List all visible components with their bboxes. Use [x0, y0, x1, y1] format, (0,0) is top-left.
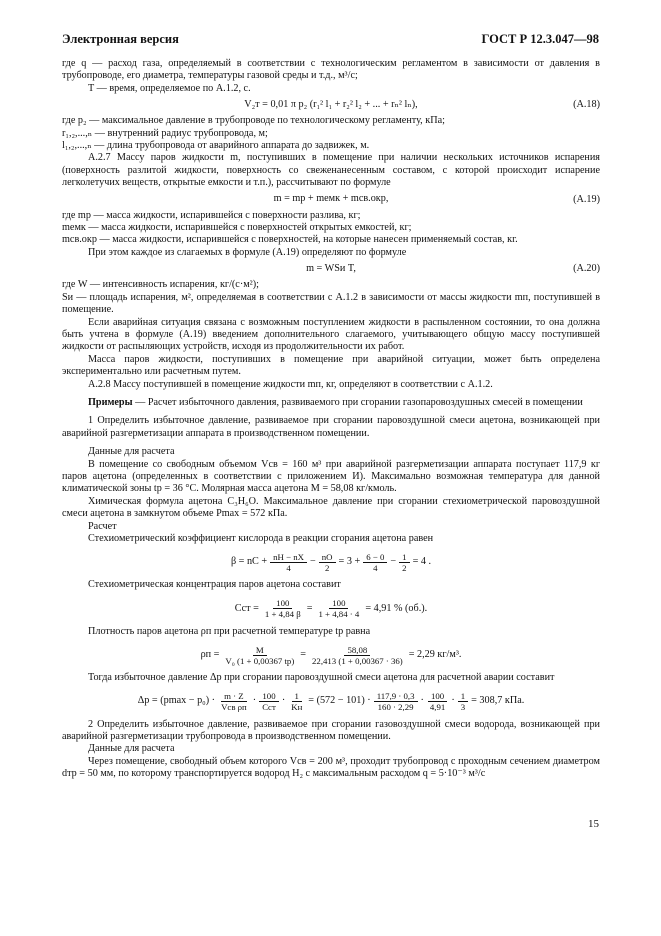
- example2-data: Через помещение, свободный объем которого Vсв = 200 м³, проходит трубопровод с проходным сечением диаметром dтр = 50 мм, по которому транспортируется водород H₂ с максимальным расходом q = 5·10⁻³ м³/с: [62, 755, 600, 780]
- example1-data-heading: Данные для расчета: [88, 446, 175, 458]
- header-left: Электронная версия: [62, 32, 179, 46]
- example1-data: В помещение со свободным объемом Vсв = 160 м³ при аварийной разгерметизации аппарата поступает 117,9 кг паров ацетона (определенных в соответствии с приложением И). Максимально возможная температура для данной климатической зоны tр = 36 °С. Молярная масса ацетона M = 58,08 кг/кмоль.: [62, 458, 600, 495]
- def-memk: mемк — масса жидкости, испарившейся с поверхностей открытых емкостей, кг;: [62, 222, 412, 234]
- formula-a20-number: (А.20): [573, 263, 600, 275]
- dp-intro: Тогда избыточное давление Δp при сгорании паровоздушной смеси ацетона для расчетной аварии составит: [88, 672, 555, 684]
- formula-a18-body: V₂т = 0,01 π p₂ (r₁² l₁ + r₂² l₂ + ... + rₙ² lₙ),: [244, 99, 418, 111]
- beta-intro: Стехиометрический коэффициент кислорода в реакции сгорания ацетона равен: [88, 533, 434, 544]
- formula-density: ρп = $\frac{M}{\text{V₀ (1 + 0,00367 tр)}}$ = $\frac{58,08}{22,413 (1 + 0,00367 \cdot 36)}$ = 2,29 кг/м³.: [200, 644, 462, 666]
- calc-heading: Расчет: [88, 520, 117, 532]
- def-s: Sи — площадь испарения, м², определяемая в соответствии с А.1.2 в зависимости от массы жидкости mп, поступившей в помещение.: [62, 291, 600, 316]
- def-p2: где p₂ — максимальное давление в трубопроводе по технологическому регламенту, кПа;: [62, 115, 445, 127]
- para-each-term: При этом каждое из слагаемых в формуле (А.19) определяют по формуле: [88, 246, 407, 258]
- formula-a19-body: m = mр + mемк + mсв.окр,: [273, 193, 389, 205]
- formula-cst: Cст = $\frac{100}{1 + 4,84 \beta}$ = $\frac{100}{1 + 4,84 \cdot 4}$ = 4,91 % (об.).: [234, 598, 428, 620]
- header-right: ГОСТ Р 12.3.047—98: [481, 32, 599, 46]
- para-experimental: Масса паров жидкости, поступивших в помещение при аварийной ситуации, может быть определена экспериментально или расчетным путем.: [62, 353, 600, 378]
- para-a27: А.2.7 Массу паров жидкости m, поступивших в помещение при наличии нескольких источников испарения (поверхность разлитой жидкости, поверхность со свеженанесенным составом, с которой происходит испарение легколетучих веществ, открытые емкости и т.п.), рассчитывают по формуле: [62, 152, 600, 189]
- formula-a20-body: m = WSи T,: [306, 263, 356, 275]
- page-number: 15: [588, 818, 599, 830]
- examples-label: Примеры: [88, 396, 133, 408]
- cst-intro: Стехиометрическая концентрация паров ацетона составит: [88, 579, 341, 591]
- para-aerosol: Если аварийная ситуация связана с возможным поступлением жидкости в распыленном состоянии, то она должна быть учтена в формуле (А.19) введением дополнительного слагаемого, учитывающего общую массу поступившей жидкости от распыляющих устройств, исходя из продолжительности их работ.: [62, 316, 600, 353]
- formula-dp: Δp = (pmax − p₀) · $\frac{m \cdot Z}{\text{Vсв ρп}}$ · $\frac{100}{\text{Cст}}$ · $\frac{1}{Kн}$ = (572 − 101) · $\frac{117,9 \cdot 0,3}{160 \cdot 2,29}$ · $\frac{100}{4,91}$ · $\frac{1}{3}$ = 308,7 кПа.: [137, 691, 525, 713]
- examples-heading: [62, 397, 600, 409]
- def-mp: где mр — масса жидкости, испарившейся с поверхности разлива, кг;: [62, 209, 361, 221]
- def-l: l₁,₂,...,ₙ — длина трубопровода от аварийного аппарата до задвижек, м.: [62, 140, 370, 152]
- formula-a19-number: (А.19): [573, 193, 600, 205]
- formula-a19: [62, 192, 600, 208]
- examples-title: — Расчет избыточного давления, развиваемого при сгорании газопаровоздушных смесей в помещении: [132, 396, 583, 408]
- example2-task: 2 Определить избыточное давление, развиваемое при сгорании газовоздушной смеси водорода, возникающей при аварийной разгерметизации трубопровода в производственном помещении.: [62, 718, 600, 743]
- example1-formula-acetone: Химическая формула ацетона C₃H₆O. Максимальное давление при сгорании стехиометрической паровоздушной смеси ацетона в замкнутом объеме Pmax = 572 кПа.: [62, 495, 600, 520]
- def-t: T — время, определяемое по А.1.2, с.: [88, 82, 251, 94]
- para-a28: А.2.8 Массу поступившей в помещение жидкости mп, кг, определяют в соответствии с А.1.2.: [88, 378, 493, 390]
- formula-a20: [62, 261, 600, 277]
- def-msvokr: mсв.окр — масса жидкости, испарившейся с поверхностей, на которые нанесен применяемый состав, кг.: [62, 234, 518, 246]
- def-r: r₁,₂,...,ₙ — внутренний радиус трубопровода, м;: [62, 127, 268, 139]
- formula-beta: β = nC + $\frac{nH - nX}{4}$ − $\frac{nO}{2}$ = 3 + $\frac{6 - 0}{4}$ − $\frac{1}{2}$ = 4 .: [230, 551, 432, 573]
- def-q: где q — расход газа, определяемый в соответствии с технологическим регламентом в зависимости от давления в трубопроводе, его диаметра, температуры газовой среды и т.д., м³/с;: [62, 58, 600, 82]
- def-w: где W — интенсивность испарения, кг/(с·м²);: [62, 279, 259, 291]
- example1-task: 1 Определить избыточное давление, развиваемое при сгорании паровоздушной смеси ацетона, возникающей при аварийной разгерметизации аппарата в производственном помещении.: [62, 415, 600, 439]
- page-body: [62, 58, 600, 781]
- example2-data-heading: Данные для расчета: [88, 743, 175, 755]
- density-intro: Плотность паров ацетона ρп при расчетной температуре tр равна: [88, 625, 371, 637]
- formula-a18: [62, 97, 600, 113]
- formula-a18-number: (А.18): [573, 99, 600, 111]
